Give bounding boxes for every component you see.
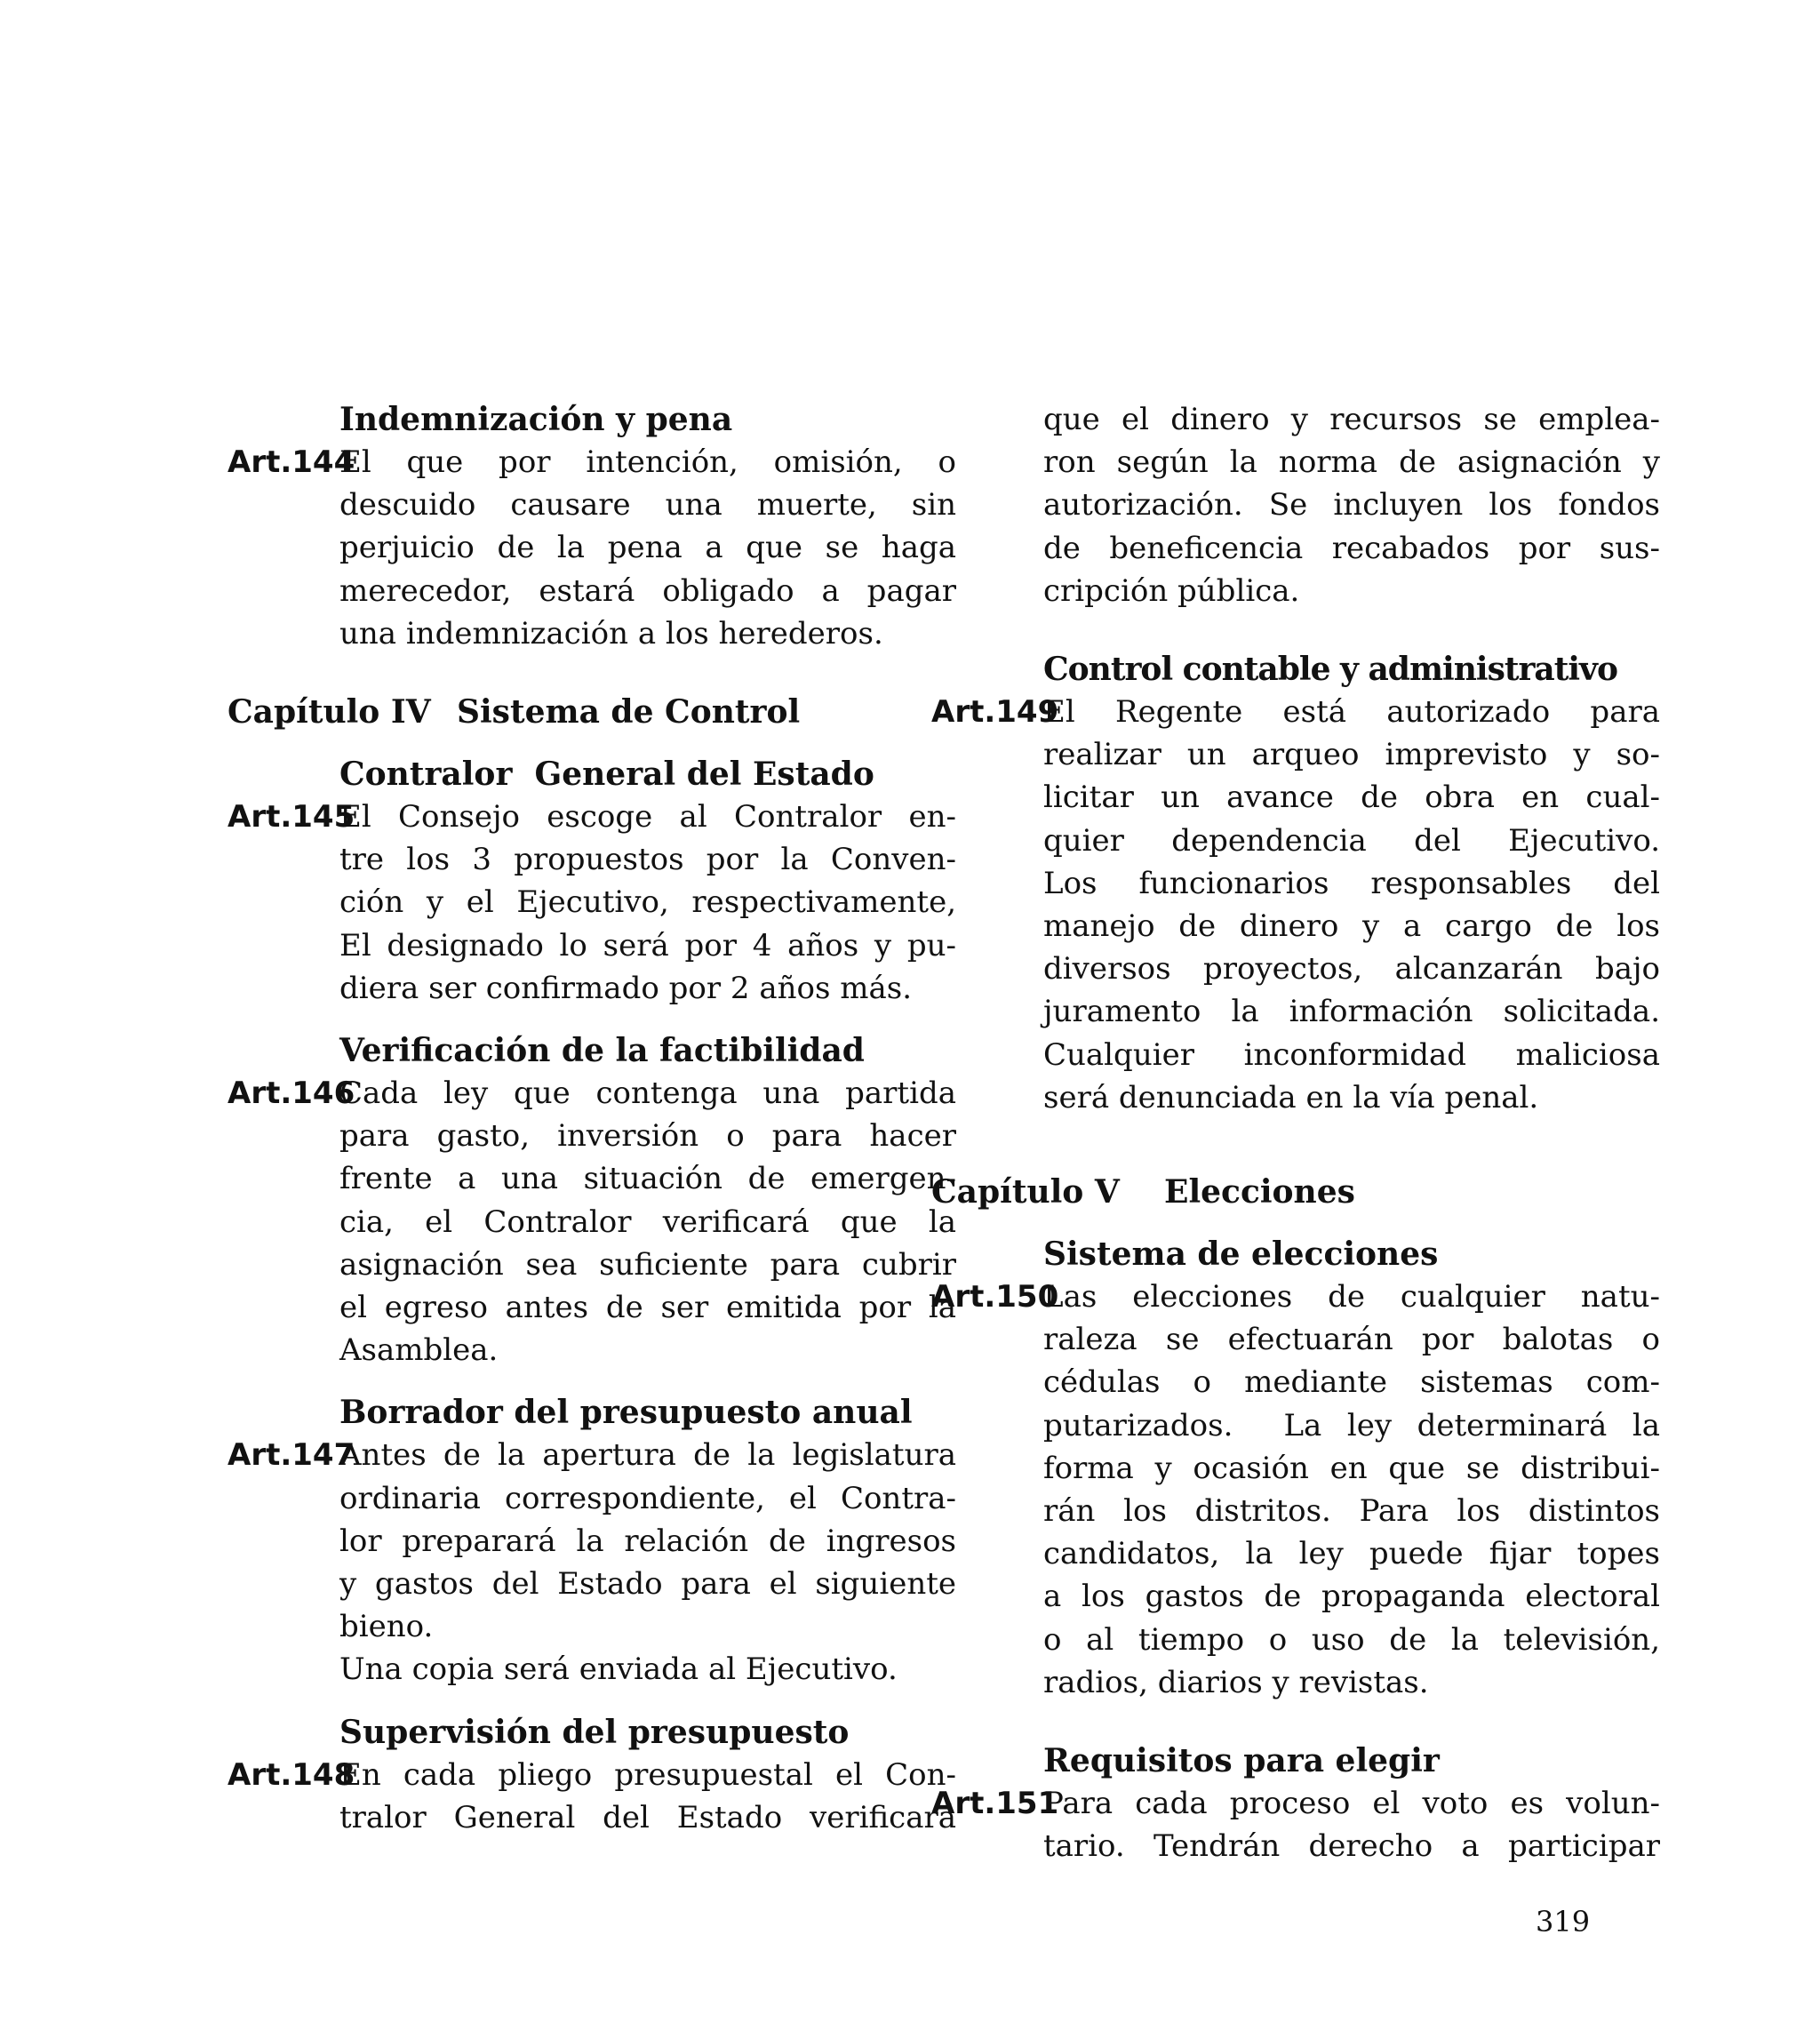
article-151 [931, 1782, 1660, 1867]
article-line: Cualquier inconformidad maliciosa [1043, 1036, 1660, 1073]
chapter-heading-iv [228, 691, 956, 733]
article-number: Art.146 [228, 1075, 355, 1112]
article-number: Art.149 [931, 694, 1059, 731]
article-line: cédulas o mediante sistemas com- [1043, 1364, 1660, 1401]
chapter-number: Capítulo IV [228, 693, 431, 732]
article-line: será denunciada en la vía penal. [1043, 1079, 1539, 1115]
article-line: cripción pública. [1043, 572, 1300, 609]
article-line: El designado lo será por 4 años y pu- [339, 927, 956, 964]
article-line: frente a una situación de emergen- [339, 1161, 956, 1197]
article-line: tre los 3 propuestos por la Conven- [339, 842, 956, 878]
article-148-continued [931, 398, 1660, 612]
article-line: perjuicio de la pena a que se haga [339, 530, 956, 566]
article-line: para gasto, inversión o para hacer [339, 1118, 956, 1155]
article-line: y gastos del Estado para el siguiente [339, 1566, 956, 1603]
article-149 [931, 691, 1660, 1119]
article-line: a los gastos de propaganda electoral [1043, 1579, 1660, 1615]
article-line: o al tiempo o uso de la televisión, [1043, 1621, 1660, 1658]
article-line: que el dinero y recursos se emplea- [1043, 402, 1660, 437]
article-line: autorización. Se incluyen los fondos [1043, 487, 1660, 524]
article-line: radios, diarios y revistas. [1043, 1664, 1429, 1700]
article-number: Art.151 [931, 1786, 1059, 1822]
right-column [931, 398, 1660, 1867]
article-line: quier dependencia del Ejecutivo. [1043, 822, 1660, 859]
article-number: Art.150 [931, 1279, 1059, 1315]
article-line: asignación sea suficiente para cubrir [339, 1246, 956, 1283]
article-line: merecedor, estará obligado a pagar [339, 572, 956, 609]
section-heading-verificacion: Verificación de la factibilidad [339, 1032, 865, 1070]
article-150 [931, 1275, 1660, 1704]
left-column [228, 398, 956, 1839]
section-heading-control-contable: Control contable y administrativo [1043, 651, 1617, 689]
article-number: Art.148 [228, 1756, 355, 1793]
article-144 [228, 441, 956, 655]
article-line: Una copia será enviada al Ejecutivo. [339, 1651, 898, 1688]
article-line: tralor General del Estado verificará [339, 1799, 956, 1835]
article-line: Cada ley que contenga una partida [339, 1075, 956, 1112]
article-number: Art.147 [228, 1437, 355, 1474]
chapter-heading-v [931, 1171, 1660, 1213]
article-line: Los funcionarios responsables del [1043, 865, 1660, 901]
article-line: bieno. [339, 1609, 434, 1645]
article-line: una indemnización a los herederos. [339, 615, 883, 652]
section-heading-sistema-elecciones: Sistema de elecciones [1043, 1235, 1439, 1274]
article-line: Las elecciones de cualquier natu- [1043, 1279, 1660, 1315]
article-line: manejo de dinero y a cargo de los [1043, 908, 1660, 945]
article-line: diera ser confirmado por 2 años más. [339, 970, 913, 1006]
article-line: lor preparará la relación de ingresos [339, 1523, 956, 1559]
article-number: Art.144 [228, 444, 355, 480]
article-line: tario. Tendrán derecho a participar [1043, 1828, 1660, 1865]
article-line: candidatos, la ley puede fijar topes [1043, 1536, 1660, 1572]
article-line: ron según la norma de asignación y [1043, 444, 1660, 481]
article-line: Asamblea. [339, 1332, 499, 1369]
article-line: licitar un avance de obra en cual- [1043, 780, 1660, 816]
page-number: 319 [1536, 1905, 1591, 1939]
article-147 [228, 1434, 956, 1691]
section-heading-requisitos: Requisitos para elegir [1043, 1742, 1440, 1780]
article-line: El Regente está autorizado para [1043, 694, 1660, 731]
chapter-number: Capítulo V [931, 1173, 1120, 1211]
article-148 [228, 1754, 956, 1839]
article-line: ordinaria correspondiente, el Contra- [339, 1480, 956, 1516]
section-heading-indemnizacion: Indemnización y pena [339, 401, 733, 438]
section-heading-contralor: Contralor General del Estado [339, 756, 874, 794]
article-line: rán los distritos. Para los distintos [1043, 1493, 1660, 1530]
article-line: ción y el Ejecutivo, respectivamente, [339, 884, 956, 921]
article-line: forma y ocasión en que se distribui- [1043, 1450, 1660, 1486]
article-line: El que por intención, omisión, o [339, 444, 956, 480]
article-line: Para cada proceso el voto es volun- [1043, 1786, 1660, 1822]
article-line: de beneficencia recabados por sus- [1043, 530, 1660, 566]
chapter-title: Sistema de Control [457, 693, 801, 732]
article-145 [228, 796, 956, 1010]
article-line: raleza se efectuarán por balotas o [1043, 1322, 1660, 1358]
section-heading-borrador: Borrador del presupuesto anual [339, 1394, 913, 1432]
article-line: diversos proyectos, alcanzarán bajo [1043, 951, 1660, 988]
section-heading-supervision: Supervisión del presupuesto [339, 1713, 850, 1751]
article-line: putarizados. La ley determinará la [1043, 1407, 1660, 1443]
article-line: cia, el Contralor verificará que la [339, 1203, 956, 1240]
article-146 [228, 1072, 956, 1371]
article-line: En cada pliego presupuestal el Con- [339, 1756, 956, 1793]
article-number: Art.145 [228, 799, 355, 836]
article-line: juramento la información solicitada. [1043, 994, 1660, 1030]
article-line: el egreso antes de ser emitida por la [339, 1290, 956, 1326]
article-line: Antes de la apertura de la legislatura [339, 1437, 956, 1474]
article-line: El Consejo escoge al Contralor en- [339, 799, 956, 836]
article-line: realizar un arqueo imprevisto y so- [1043, 737, 1660, 773]
article-line: descuido causare una muerte, sin [339, 487, 956, 524]
chapter-title: Elecciones [1164, 1173, 1355, 1211]
